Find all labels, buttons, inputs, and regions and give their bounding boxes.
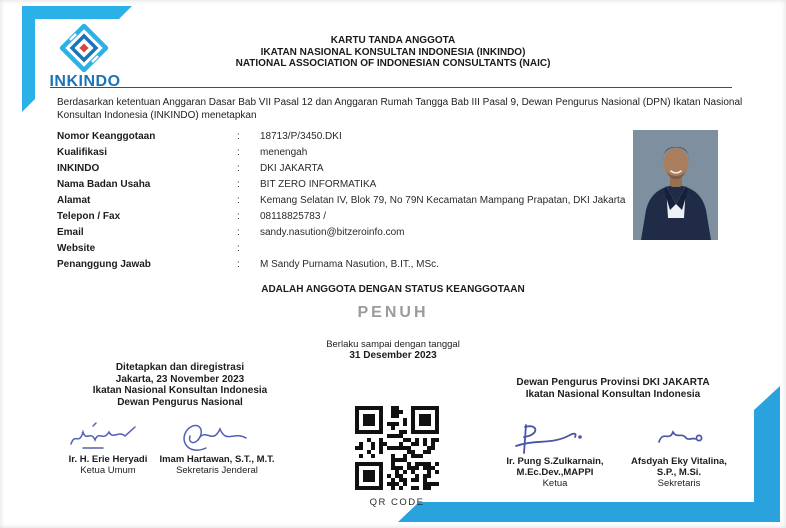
province-block <box>493 377 733 400</box>
field-colon: : <box>237 259 240 270</box>
signatory-title: Ketua <box>542 478 568 489</box>
field-row <box>57 243 657 259</box>
field-label: Kualifikasi <box>57 147 108 158</box>
member-photo <box>633 130 718 240</box>
issuance-line-2: Jakarta, 23 November 2023 <box>115 373 245 385</box>
province-line-1: Dewan Pengurus Provinsi DKI JAKARTA <box>516 377 710 388</box>
inkindo-logo-text: INKINDO <box>49 73 121 90</box>
field-colon: : <box>237 163 240 174</box>
signatory-name: S.P., M.Si. <box>656 467 702 478</box>
field-row <box>57 147 657 163</box>
field-row <box>57 179 657 195</box>
field-value: BIT ZERO INFORMATIKA <box>260 179 377 190</box>
signatory-title: Ketua Umum <box>80 465 136 476</box>
field-colon: : <box>237 195 240 206</box>
signature-block <box>152 420 282 477</box>
field-value: 18713/P/3450.DKI <box>260 131 342 142</box>
field-label: Penanggung Jawab <box>57 259 151 270</box>
field-row <box>57 163 657 179</box>
issuance-block <box>60 362 300 408</box>
field-colon: : <box>237 147 240 158</box>
signatory-name: Ir. H. Erie Heryadi <box>68 454 148 465</box>
field-row <box>57 131 657 147</box>
issuance-line-1: Ditetapkan dan diregistrasi <box>115 362 245 373</box>
signatory-name: M.Ec.Dev.,MAPPI <box>516 467 594 478</box>
signatory-name: Afsdyah Eky Vitalina, <box>631 456 727 467</box>
qr-code-label: QR CODE <box>369 497 425 508</box>
signature-ink <box>649 422 709 456</box>
signature-ink <box>170 420 265 454</box>
field-value: DKI JAKARTA <box>260 163 324 174</box>
field-value: M Sandy Purnama Nasution, B.IT., MSc. <box>260 259 439 270</box>
field-row <box>57 227 657 243</box>
signatory-title: Sekretaris <box>657 478 701 489</box>
signatory-name: Imam Hartawan, S.T., M.T. <box>159 454 275 465</box>
field-label: INKINDO <box>57 163 100 174</box>
member-fields-table <box>57 131 657 275</box>
qr-code-block <box>352 406 442 508</box>
field-label: Alamat <box>57 195 91 206</box>
field-label: Email <box>57 227 84 238</box>
field-value: sandy.nasution@bitzeroinfo.com <box>260 227 405 238</box>
signature-block <box>52 420 164 477</box>
field-row <box>57 259 657 275</box>
header-divider <box>50 87 732 88</box>
field-label: Website <box>57 243 96 254</box>
signatory-name: Ir. Pung S.Zulkarnain, <box>506 456 604 467</box>
province-line-2: Ikatan Nasional Konsultan Indonesia <box>525 388 701 400</box>
status-value: PENUH <box>357 304 429 321</box>
validity-date: 31 Desember 2023 <box>349 350 437 361</box>
field-value: menengah <box>260 147 308 158</box>
issuance-line-4: Dewan Pengurus Nasional <box>117 396 243 408</box>
field-label: Nama Badan Usaha <box>57 179 151 190</box>
field-row <box>57 195 657 211</box>
field-label: Telepon / Fax <box>57 211 121 222</box>
card-title <box>0 35 786 70</box>
signature-ink <box>508 422 603 456</box>
signature-block <box>494 422 616 490</box>
field-colon: : <box>237 243 240 254</box>
status-heading: ADALAH ANGGOTA DENGAN STATUS KEANGGOTAAN <box>261 284 525 295</box>
signature-block <box>618 422 740 490</box>
card-title-line-1: KARTU TANDA ANGGOTA <box>330 35 456 46</box>
field-value: Kemang Selatan IV, Blok 79, No 79N Kecamatan Mampang Prapatan, DKI Jakarta <box>260 195 626 206</box>
signatory-title: Sekretaris Jenderal <box>176 465 258 476</box>
card-title-line-2: IKATAN NASIONAL KONSULTAN INDONESIA (INKINDO) <box>260 46 526 58</box>
field-value: 08118825783 / <box>260 211 326 222</box>
field-colon: : <box>237 227 240 238</box>
validity-label: Berlaku sampai dengan tanggal <box>326 339 460 350</box>
field-colon: : <box>237 211 240 222</box>
issuance-line-3: Ikatan Nasional Konsultan Indonesia <box>92 385 268 396</box>
field-label: Nomor Keanggotaan <box>57 131 156 142</box>
signature-ink <box>63 420 153 454</box>
card-title-line-3: NATIONAL ASSOCIATION OF INDONESIAN CONSULTANTS (NAIC) <box>235 58 551 69</box>
field-colon: : <box>237 131 240 142</box>
field-colon: : <box>237 179 240 190</box>
qr-code <box>355 406 439 490</box>
field-row <box>57 211 657 227</box>
intro-text: Berdasarkan ketentuan Anggaran Dasar Bab VII Pasal 12 dan Anggaran Rumah Tangga Bab III Pasal 9, Dewan Pengurus Nasional (DPN) Ikatan Nasional Konsultan Indonesia (INKINDO) menetapkan <box>57 97 743 122</box>
